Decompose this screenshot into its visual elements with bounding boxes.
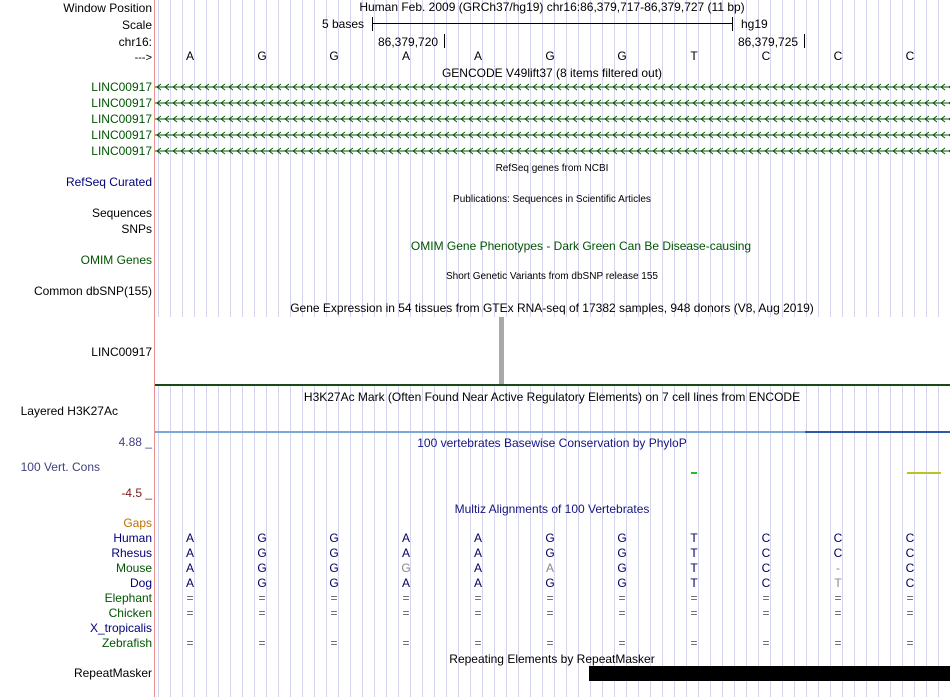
cons-title: 100 vertebrates Basewise Conservation by PhyloP [417, 436, 687, 450]
alignment-base: T [690, 576, 698, 590]
label-species-rhesus[interactable]: Rhesus [111, 546, 152, 560]
alignment-base: = [546, 636, 554, 650]
coord-label-1: 86,379,720 [378, 35, 439, 49]
alignment-base: A [473, 546, 483, 560]
gencode-transcript[interactable] [155, 114, 950, 124]
cons-logo-letter [587, 465, 657, 477]
alignment-base: C [833, 531, 843, 545]
alignment-base: = [906, 606, 914, 620]
alignment-base: G [257, 531, 267, 545]
alignment-base: = [186, 606, 194, 620]
base-letter: G [329, 49, 339, 63]
base-letter: A [401, 49, 411, 63]
scale-bar-right-tick [732, 17, 733, 31]
base-letter: G [617, 49, 627, 63]
alignment-base: G [401, 561, 411, 575]
alignment-base: = [690, 591, 698, 605]
track-labels [0, 0, 155, 697]
alignment-base: C [833, 546, 843, 560]
scale-label: 5 bases [322, 17, 365, 31]
gencode-transcript[interactable] [155, 82, 950, 92]
alignment-base: T [834, 576, 842, 590]
alignment-base: C [761, 561, 771, 575]
assembly-label: hg19 [741, 17, 768, 31]
alignment-base: G [617, 561, 627, 575]
multiz-title: Multiz Alignments of 100 Vertebrates [454, 502, 650, 516]
alignment-base: C [905, 561, 915, 575]
label-gencode-4[interactable]: LINC00917 [91, 128, 152, 142]
gtex-title: Gene Expression in 54 tissues from GTEx RNA-seq of 17382 samples, 948 donors (V8, Aug 2019) [290, 301, 814, 315]
gtex-gene-bar[interactable] [499, 317, 504, 384]
label-species-elephant[interactable]: Elephant [104, 591, 152, 605]
position-title: Human Feb. 2009 (GRCh37/hg19) chr16:86,379,717-86,379,727 (11 bp) [359, 0, 745, 14]
alignment-base: = [258, 591, 266, 605]
alignment-base: A [401, 531, 411, 545]
cons-low-mark [907, 472, 941, 474]
alignment-base: A [185, 531, 195, 545]
gencode-title: GENCODE V49lift37 (8 items filtered out) [441, 66, 663, 80]
alignment-base: G [257, 576, 267, 590]
label-gencode-5[interactable]: LINC00917 [91, 144, 152, 158]
h3k27ac-signal-peak[interactable] [805, 431, 950, 433]
alignment-base: G [617, 531, 627, 545]
alignment-base: G [257, 546, 267, 560]
alignment-base: = [402, 636, 410, 650]
alignment-base: = [762, 636, 770, 650]
alignment-base: G [329, 561, 339, 575]
gtex-plot[interactable] [155, 317, 950, 384]
cons-logo-letter [299, 461, 369, 478]
label-gencode-2[interactable]: LINC00917 [91, 96, 152, 110]
alignment-base: T [690, 531, 698, 545]
cons-low-mark [691, 472, 697, 474]
label-h3k27ac[interactable]: Layered H3K27Ac [20, 404, 118, 418]
alignment-base: = [618, 636, 626, 650]
gencode-transcript[interactable] [155, 98, 950, 108]
alignment-base: = [474, 591, 482, 605]
label-cons[interactable]: 100 Vert. Cons [20, 460, 100, 474]
label-gaps[interactable]: Gaps [123, 516, 152, 530]
label-dbsnp[interactable]: Common dbSNP(155) [33, 284, 152, 298]
coord-tick-1 [444, 34, 445, 48]
alignment-base: T [690, 561, 698, 575]
scale-bar [372, 23, 733, 24]
alignment-base: = [258, 606, 266, 620]
alignment-base: C [761, 576, 771, 590]
alignment-base: C [905, 546, 915, 560]
label-species-zebrafish[interactable]: Zebrafish [101, 636, 152, 650]
alignment-base: = [330, 591, 338, 605]
alignment-base: C [905, 576, 915, 590]
base-letter: C [905, 49, 915, 63]
label-refseq[interactable]: RefSeq Curated [65, 175, 152, 189]
label-gtex[interactable]: LINC00917 [91, 345, 152, 359]
base-letter: C [833, 49, 843, 63]
alignment-base: = [330, 606, 338, 620]
alignment-base: = [762, 606, 770, 620]
alignment-base: G [545, 546, 555, 560]
label-snps[interactable]: SNPs [121, 222, 152, 236]
label-omim[interactable]: OMIM Genes [80, 253, 152, 267]
gencode-transcript[interactable] [155, 130, 950, 140]
alignment-base: - [836, 561, 840, 575]
base-letter: C [761, 49, 771, 63]
cons-logo-letter [443, 461, 513, 478]
label-gencode-3[interactable]: LINC00917 [91, 112, 152, 126]
alignment-base: G [257, 561, 267, 575]
refseq-title: RefSeq genes from NCBI [495, 163, 609, 174]
alignment-base: A [545, 561, 555, 575]
alignment-base: A [401, 546, 411, 560]
cons-logo-letter [371, 468, 441, 477]
base-letter: G [257, 49, 267, 63]
alignment-base: A [473, 531, 483, 545]
alignment-base: A [473, 576, 483, 590]
alignment-base: = [762, 591, 770, 605]
base-letter: A [473, 49, 483, 63]
alignment-base: G [329, 546, 339, 560]
alignment-base: = [546, 591, 554, 605]
repeat-element[interactable] [589, 666, 950, 681]
dbsnp-title: Short Genetic Variants from dbSNP release 155 [446, 271, 658, 282]
alignment-base: C [905, 531, 915, 545]
coord-tick-2 [804, 34, 805, 48]
alignment-base: = [618, 606, 626, 620]
gencode-transcript[interactable] [155, 146, 950, 156]
alignment-base: = [690, 636, 698, 650]
alignment-base: = [258, 636, 266, 650]
alignment-base: G [545, 576, 555, 590]
cons-logo-letter [515, 470, 585, 477]
alignment-base: = [186, 636, 194, 650]
alignment-base: A [185, 546, 195, 560]
cons-logo-letter [155, 461, 225, 478]
label-species-human[interactable]: Human [113, 531, 152, 545]
label-strand-arrow: ---> [134, 52, 152, 64]
h3k27ac-title: H3K27Ac Mark (Often Found Near Active Regulatory Elements) on 7 cell lines from ENCODE [303, 390, 801, 404]
label-sequences[interactable]: Sequences [91, 206, 152, 220]
label-gencode-1[interactable]: LINC00917 [91, 80, 152, 94]
repeat-title: Repeating Elements by RepeatMasker [449, 652, 655, 666]
label-cons-min: -4.5 _ [121, 486, 152, 500]
label-species-chicken[interactable]: Chicken [108, 606, 152, 620]
alignment-base: = [906, 636, 914, 650]
base-letter: G [545, 49, 555, 63]
label-species-xtropicalis[interactable]: X_tropicalis [89, 621, 152, 635]
alignment-base: A [473, 561, 483, 575]
alignment-base: T [690, 546, 698, 560]
alignment-base: = [690, 606, 698, 620]
alignment-base: A [185, 561, 195, 575]
label-species-dog[interactable]: Dog [129, 576, 152, 590]
cons-logo-letter [227, 461, 297, 478]
label-scale: Scale [121, 18, 152, 32]
alignment-base: A [401, 576, 411, 590]
alignment-base: A [185, 576, 195, 590]
alignment-base: = [546, 606, 554, 620]
label-repeatmasker[interactable]: RepeatMasker [73, 666, 152, 680]
alignment-base: G [329, 531, 339, 545]
alignment-base: G [617, 546, 627, 560]
alignment-base: G [329, 576, 339, 590]
label-window-position: Window Position [63, 1, 152, 15]
alignment-base: = [834, 606, 842, 620]
label-chrom: chr16: [118, 35, 152, 49]
alignment-base: = [186, 591, 194, 605]
label-cons-max: 4.88 _ [118, 435, 152, 449]
alignment-base: G [545, 531, 555, 545]
base-letter: A [185, 49, 195, 63]
gtex-baseline [155, 384, 950, 386]
track-image[interactable] [155, 0, 950, 697]
alignment-base: G [617, 576, 627, 590]
alignment-base: C [761, 531, 771, 545]
alignment-base: = [474, 636, 482, 650]
alignment-base: C [761, 546, 771, 560]
alignment-base: = [330, 636, 338, 650]
alignment-base: = [834, 636, 842, 650]
alignment-base: = [402, 606, 410, 620]
alignment-base: = [906, 591, 914, 605]
pubs-title: Publications: Sequences in Scientific Articles [453, 194, 651, 205]
scale-bar-left-tick [372, 17, 373, 31]
base-letter: T [690, 49, 698, 63]
omim-title: OMIM Gene Phenotypes - Dark Green Can Be Disease-causing [410, 239, 752, 253]
alignment-base: = [618, 591, 626, 605]
alignment-base: = [402, 591, 410, 605]
alignment-base: = [834, 591, 842, 605]
alignment-base: = [474, 606, 482, 620]
label-species-mouse[interactable]: Mouse [115, 561, 152, 575]
coord-label-2: 86,379,725 [738, 35, 799, 49]
